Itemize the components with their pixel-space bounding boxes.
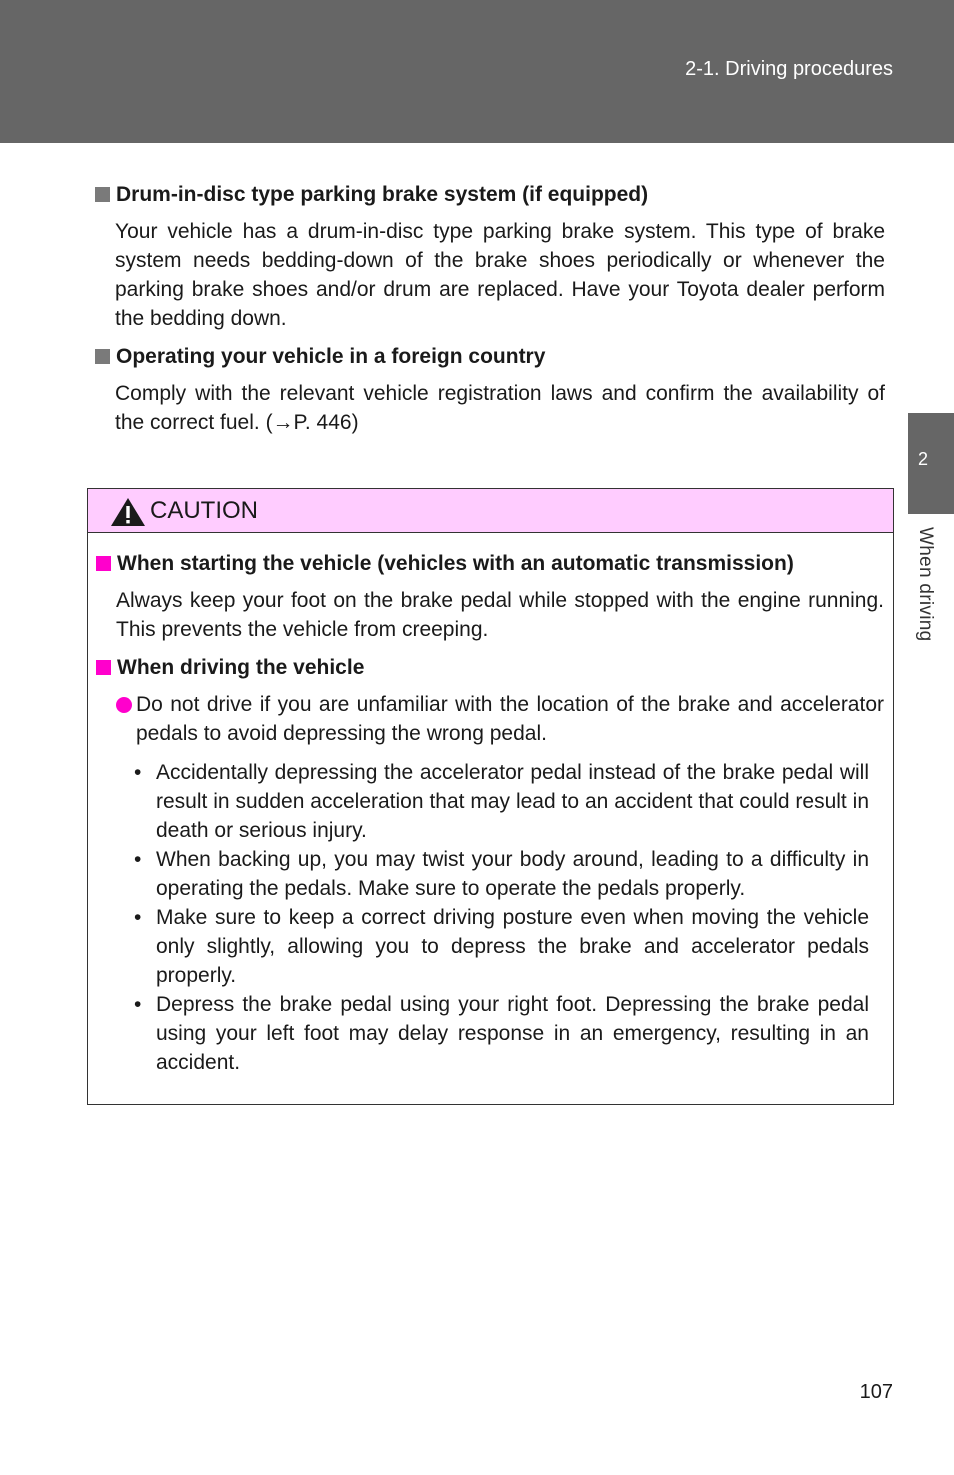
caution-body xyxy=(96,549,884,1077)
page-header xyxy=(0,0,954,143)
caution-title: CAUTION xyxy=(150,497,258,524)
chapter-title: 2-1. Driving procedures xyxy=(685,58,893,80)
list-item: • Accidentally depressing the accelerator pedal instead of the brake pedal will result in sudden acceleration that may lead to an accident that could result in death or serious injury. xyxy=(134,761,869,842)
section-text: Your vehicle has a drum-in-disc type parking brake system. This type of brake system needs bedding-down of the brake shoes periodically or whenever the parking brake shoes and/or drum are replaced. Have your Toyota dealer perform the bedding down. xyxy=(115,220,885,330)
list-item: • Make sure to keep a correct driving posture even when moving the vehicle only slightly, allowing you to depress the brake and accelerator pedals properly. xyxy=(134,906,869,987)
chapter-tab-label: When driving xyxy=(915,527,936,642)
caution-subbullet-list xyxy=(96,758,884,1077)
square-bullet-icon xyxy=(96,556,111,571)
square-bullet-icon xyxy=(95,349,110,364)
caution-section-heading: When driving the vehicle xyxy=(96,653,884,682)
circle-bullet-icon xyxy=(116,697,132,713)
warning-triangle-icon xyxy=(110,497,146,527)
caution-bullet: Do not drive if you are unfamiliar with the location of the brake and accelerator pedals to avoid depressing the wrong pedal. xyxy=(96,690,884,748)
list-item: • When backing up, you may twist your body around, leading to a difficulty in operating the pedals. Make sure to operate the pedals properly. xyxy=(134,848,869,900)
caution-section-heading: When starting the vehicle (vehicles with an automatic transmission) xyxy=(96,549,884,578)
page-number: 107 xyxy=(859,1381,893,1403)
section-heading: Drum-in-disc type parking brake system (if equipped) xyxy=(95,180,885,209)
section-text: Comply with the relevant vehicle registration laws and confirm the availability of the correct fuel. (→P. 446) xyxy=(115,382,885,434)
caution-header xyxy=(88,489,893,533)
chapter-tab xyxy=(908,413,954,514)
chapter-number: 2 xyxy=(917,449,928,469)
square-bullet-icon xyxy=(96,660,111,675)
square-bullet-icon xyxy=(95,187,110,202)
main-content xyxy=(95,180,885,446)
section-heading: Operating your vehicle in a foreign country xyxy=(95,342,885,371)
caution-box xyxy=(87,488,894,1105)
list-item: • Depress the brake pedal using your right foot. Depressing the brake pedal using your left foot may delay response in an emergency, resulting in an accident. xyxy=(134,993,869,1074)
caution-section-text: Always keep your foot on the brake pedal while stopped with the engine running. This prevents the vehicle from creeping. xyxy=(116,589,884,641)
